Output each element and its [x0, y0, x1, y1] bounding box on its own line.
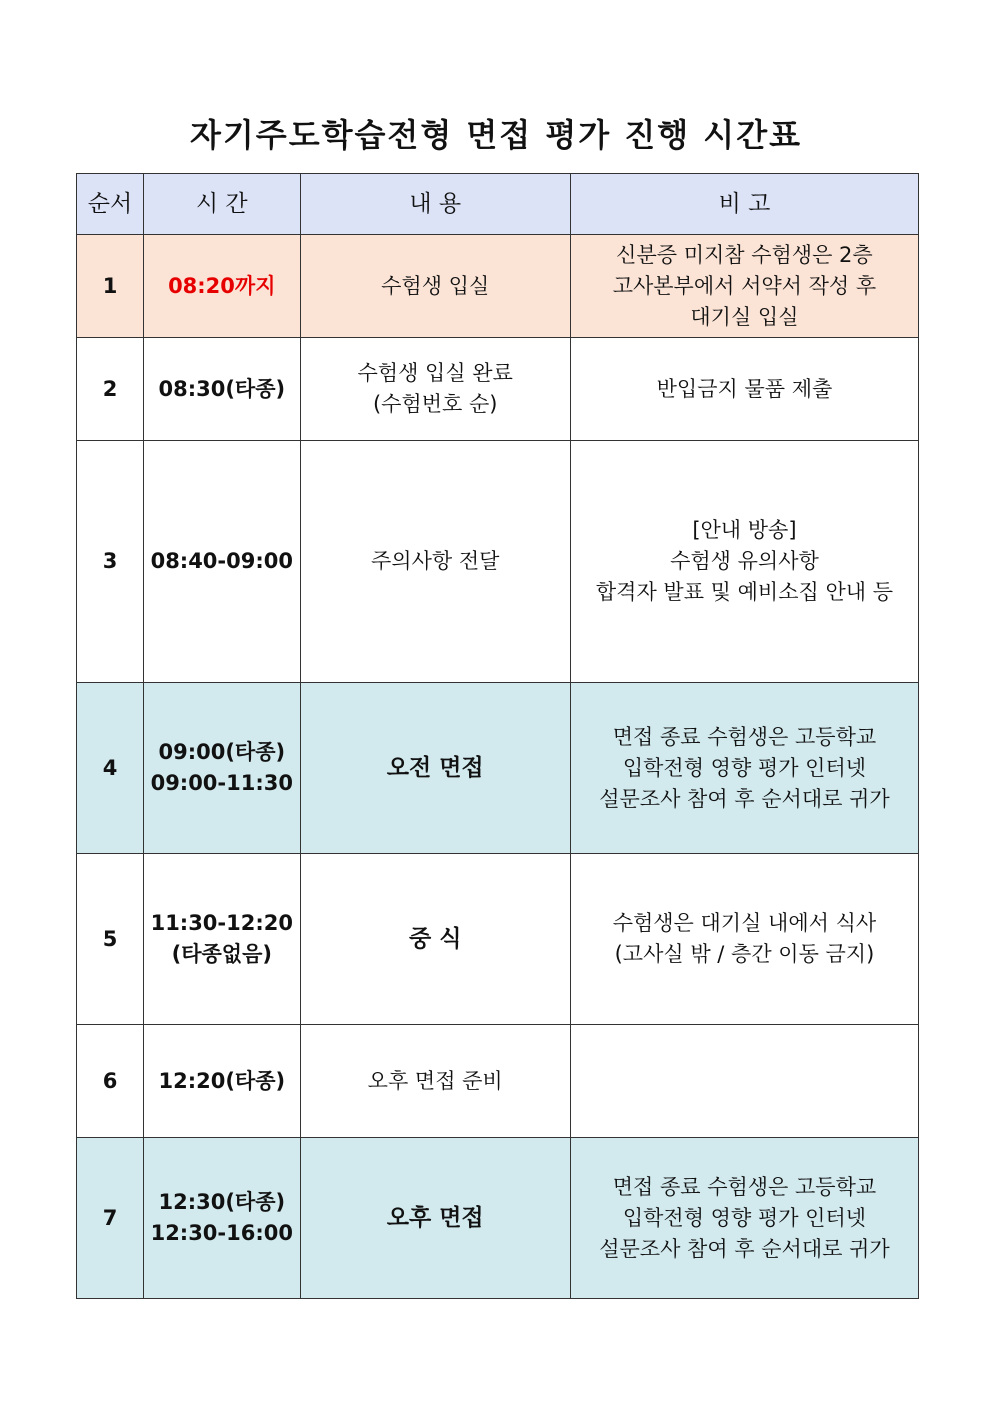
order-cell: 6 [77, 1025, 144, 1138]
table-row [77, 683, 919, 854]
note-line: 면접 종료 수험생은 고등학교 [612, 1174, 877, 1199]
note-cell [570, 1138, 918, 1299]
time-cell [144, 854, 300, 1025]
table-row [77, 235, 919, 338]
header-note: 비 고 [570, 174, 918, 235]
table-row [77, 854, 919, 1025]
time-line: 08:30(타종) [158, 376, 286, 401]
order-cell: 5 [77, 854, 144, 1025]
time-cell [144, 1138, 300, 1299]
note-line: 대기실 입실 [690, 304, 799, 329]
time-cell [144, 338, 300, 441]
note-cell [570, 683, 918, 854]
table-row [77, 1138, 919, 1299]
note-line: 설문조사 참여 후 순서대로 귀가 [599, 786, 890, 811]
note-line: [안내 방송] [692, 518, 797, 542]
content-cell [300, 441, 570, 683]
header-order: 순서 [77, 174, 144, 235]
order-cell: 4 [77, 683, 144, 854]
time-line: (타종없음) [171, 942, 272, 966]
time-line: 12:20(타종) [158, 1068, 286, 1093]
order-cell: 1 [77, 235, 144, 338]
order-cell: 2 [77, 338, 144, 441]
note-line: (고사실 밖 / 층간 이동 금지) [614, 942, 875, 966]
header-row [77, 174, 919, 235]
table-row [77, 338, 919, 441]
note-line: 합격자 발표 및 예비소집 안내 등 [595, 580, 893, 604]
time-cell [144, 683, 300, 854]
header-time: 시 간 [144, 174, 300, 235]
content-line: (수험번호 순) [372, 392, 498, 416]
content-cell [300, 683, 570, 854]
time-line: 08:20까지 [168, 273, 276, 298]
content-cell [300, 1138, 570, 1299]
time-line: 11:30-12:20 [150, 911, 293, 935]
table-row [77, 441, 919, 683]
note-line: 면접 종료 수험생은 고등학교 [612, 724, 877, 749]
time-line: 08:40-09:00 [150, 549, 293, 573]
content-cell [300, 854, 570, 1025]
time-line: 09:00-11:30 [150, 771, 293, 795]
page-title: 자기주도학습전형 면접 평가 진행 시간표 [189, 116, 803, 154]
note-line: 수험생 유의사항 [670, 549, 819, 573]
header-content: 내 용 [300, 174, 570, 235]
content-line: 오후 면접 [386, 1204, 484, 1231]
content-cell [300, 1025, 570, 1138]
note-line: 입학전형 영향 평가 인터넷 [622, 1205, 867, 1230]
content-cell [300, 338, 570, 441]
table-row [77, 1025, 919, 1138]
note-line: 반입금지 물품 제출 [656, 376, 833, 401]
content-line: 오후 면접 준비 [367, 1068, 503, 1093]
time-line: 12:30(타종) [158, 1190, 286, 1214]
note-cell [570, 441, 918, 683]
time-line: 12:30-16:00 [150, 1221, 293, 1245]
order-cell: 3 [77, 441, 144, 683]
note-line: 입학전형 영향 평가 인터넷 [622, 755, 867, 780]
content-cell [300, 235, 570, 338]
content-line: 수험생 입실 [381, 273, 490, 298]
content-line: 수험생 입실 완료 [357, 361, 513, 385]
time-cell [144, 1025, 300, 1138]
order-cell: 7 [77, 1138, 144, 1299]
note-cell [570, 1025, 918, 1138]
note-line: 수험생은 대기실 내에서 식사 [612, 911, 877, 935]
note-cell [570, 854, 918, 1025]
time-line: 09:00(타종) [158, 740, 286, 764]
time-cell [144, 235, 300, 338]
note-line: 설문조사 참여 후 순서대로 귀가 [599, 1236, 890, 1261]
content-line: 주의사항 전달 [371, 549, 500, 573]
time-cell [144, 441, 300, 683]
note-cell [570, 338, 918, 441]
note-line: 신분증 미지참 수험생은 2층 [616, 242, 873, 267]
schedule-table [76, 173, 919, 1299]
note-cell [570, 235, 918, 338]
content-line: 오전 면접 [386, 754, 484, 781]
note-line: 고사본부에서 서약서 작성 후 [612, 273, 877, 298]
content-line: 중 식 [408, 925, 462, 952]
